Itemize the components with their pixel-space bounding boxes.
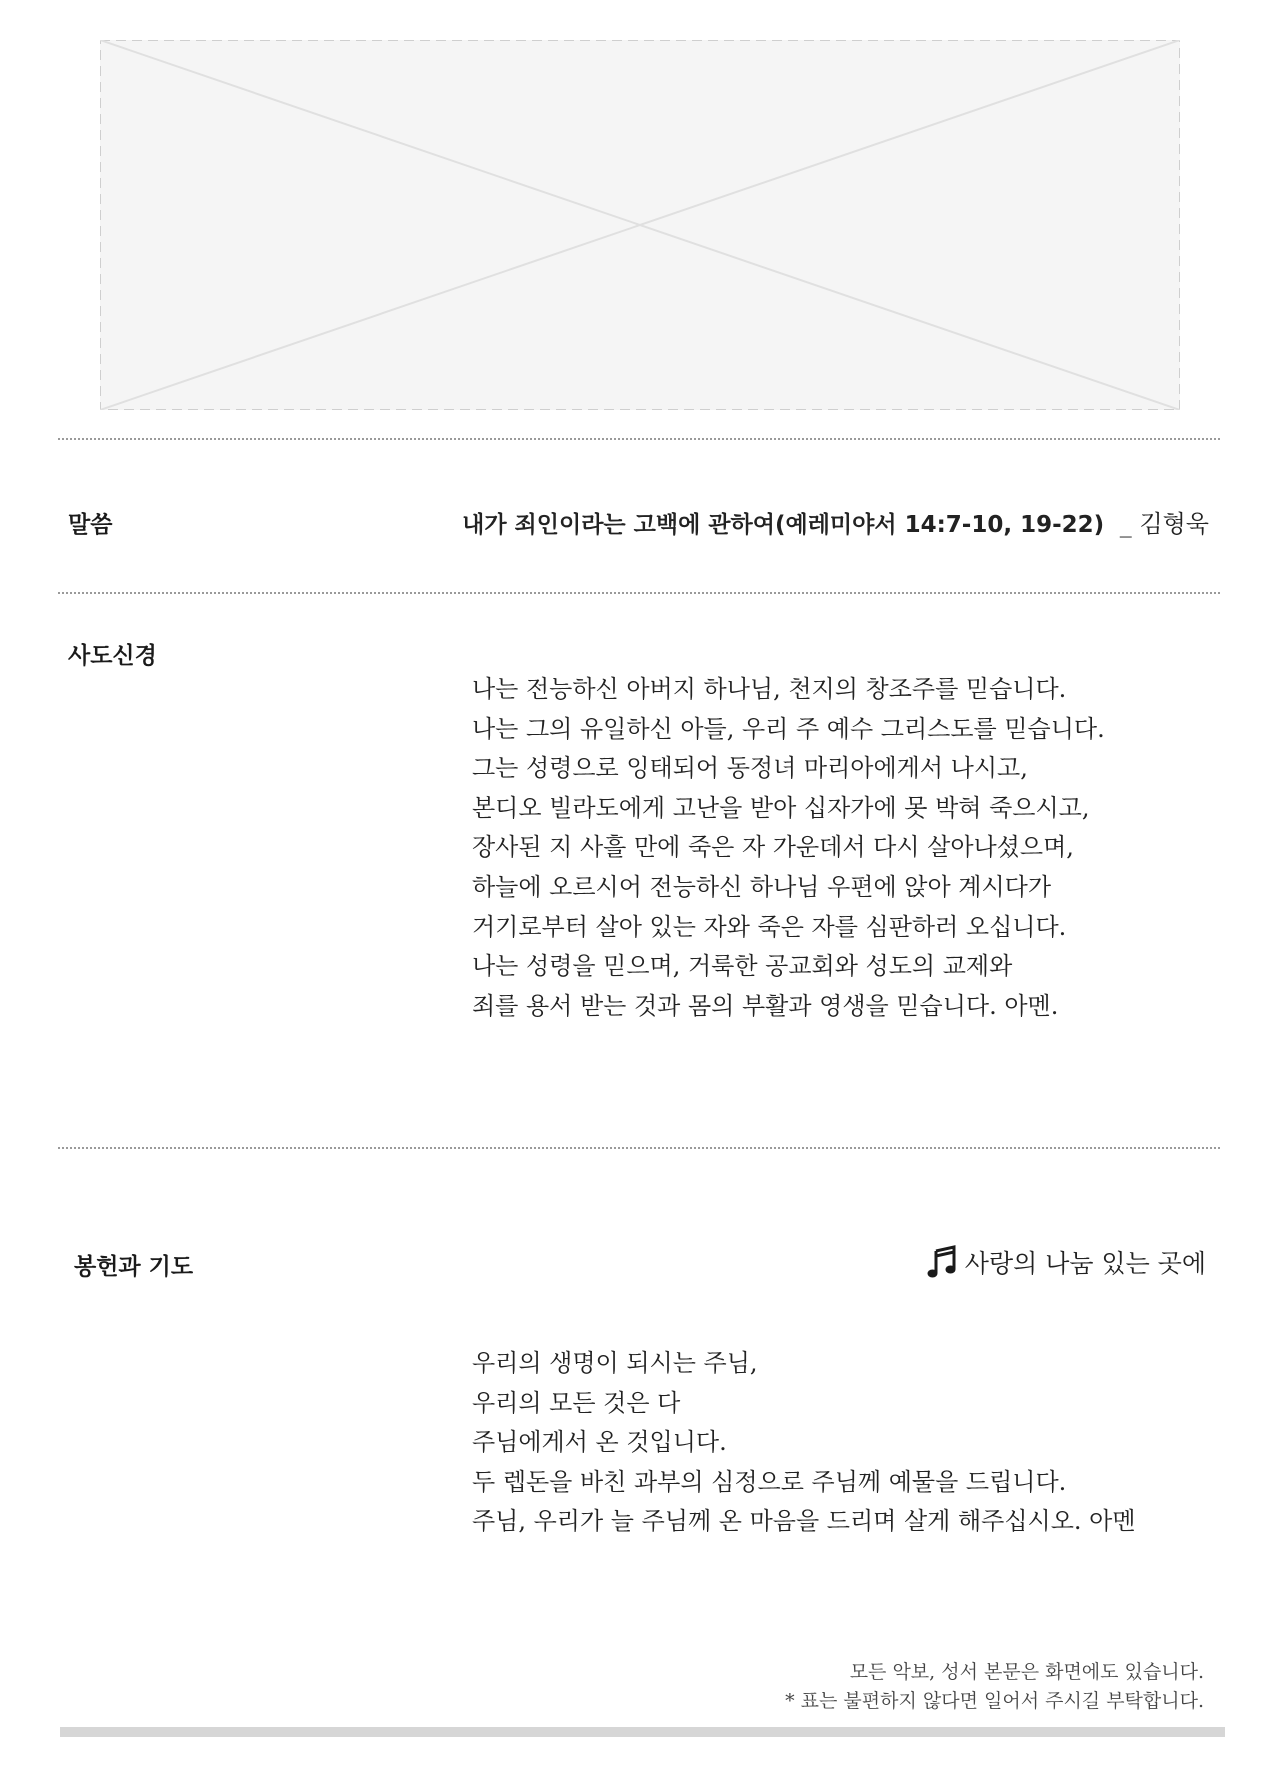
divider: [58, 1147, 1220, 1149]
offering-prayer: [472, 1344, 1136, 1542]
offering-label: 봉헌과 기도: [74, 1254, 194, 1280]
creed-line: 본디오 빌라도에게 고난을 받아 십자가에 못 박혀 죽으시고,: [472, 793, 1090, 822]
sermon-title: 내가 죄인이라는 고백에 관하여(예레미야서 14:7-10, 19-22): [462, 512, 1105, 538]
footer-note: [785, 1658, 1204, 1716]
prayer-line: 주님에게서 온 것입니다.: [472, 1428, 727, 1457]
creed-line: 나는 그의 유일하신 아들, 우리 주 예수 그리스도를 믿습니다.: [472, 714, 1105, 743]
sermon-separator: _: [1119, 510, 1132, 538]
sermon-label: 말씀: [68, 512, 113, 538]
creed-line: 나는 전능하신 아버지 하나님, 천지의 창조주를 믿습니다.: [472, 675, 1067, 703]
preacher-name: 김형욱: [1139, 510, 1209, 538]
prayer-line: 두 렙돈을 바친 과부의 심정으로 주님께 예물을 드립니다.: [472, 1467, 1067, 1496]
bottom-bar: [60, 1727, 1225, 1737]
creed-text: [472, 670, 1105, 1026]
sermon-info: [462, 504, 1209, 539]
creed-label: 사도신경: [68, 643, 157, 669]
footer-line: 모든 악보, 성서 본문은 화면에도 있습니다.: [849, 1661, 1204, 1683]
divider: [58, 438, 1220, 440]
prayer-line: 주님, 우리가 늘 주님께 온 마음을 드리며 살게 해주십시오. 아멘: [472, 1507, 1136, 1536]
creed-line: 하늘에 오르시어 전능하신 하나님 우편에 앉아 계시다가: [472, 872, 1052, 901]
prayer-line: 우리의 생명이 되시는 주님,: [472, 1349, 758, 1377]
creed-line: 그는 성령으로 잉태되어 동정녀 마리아에게서 나시고,: [472, 754, 1028, 783]
footer-line: * 표는 불편하지 않다면 일어서 주시길 부탁합니다.: [785, 1690, 1204, 1712]
offering-hymn: [927, 1244, 1206, 1280]
prayer-line: 우리의 모든 것은 다: [472, 1388, 681, 1417]
creed-line: 거기로부터 살아 있는 자와 죽은 자를 심판하러 오십니다.: [472, 912, 1067, 941]
creed-line: 죄를 용서 받는 것과 몸의 부활과 영생을 믿습니다. 아멘.: [472, 991, 1059, 1020]
divider: [58, 592, 1220, 594]
sheet-music-score: [100, 40, 1180, 410]
creed-line: 나는 성령을 믿으며, 거룩한 공교회와 성도의 교제와: [472, 952, 1013, 981]
music-note-icon: [927, 1245, 957, 1279]
creed-line: 장사된 지 사흘 만에 죽은 자 가운데서 다시 살아나셨으며,: [472, 833, 1074, 862]
hymn-title: 사랑의 나눔 있는 곳에: [964, 1249, 1206, 1278]
